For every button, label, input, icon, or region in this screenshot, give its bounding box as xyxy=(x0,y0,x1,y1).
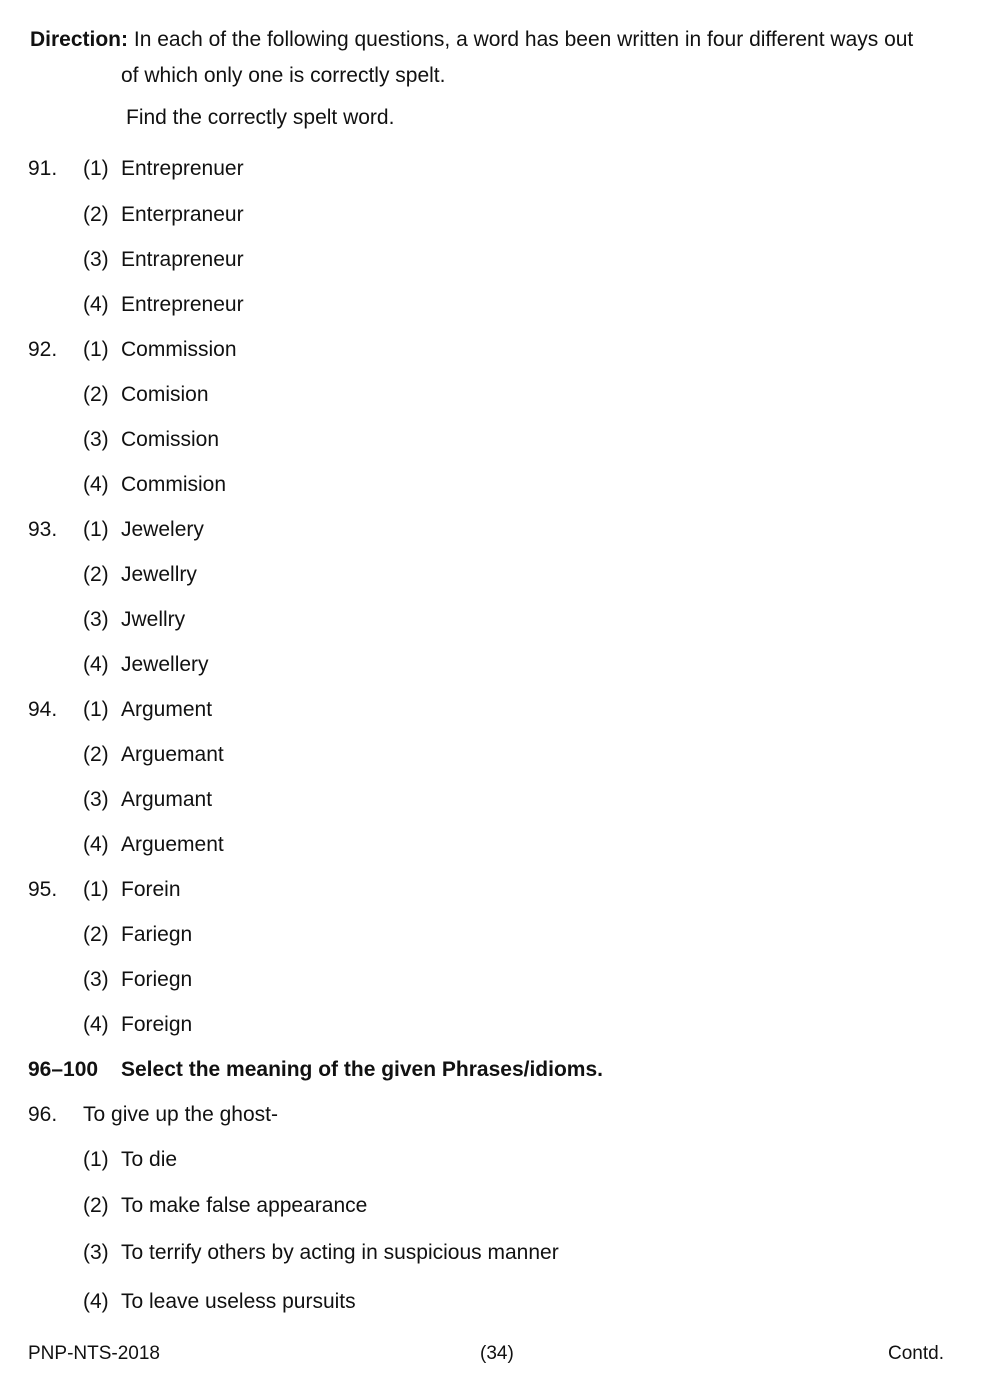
section-title: Select the meaning of the given Phrases/idioms. xyxy=(121,1058,603,1081)
option: (2) Enterpraneur xyxy=(83,203,244,226)
option: (2) Fariegn xyxy=(83,923,193,946)
direction-block xyxy=(30,22,965,94)
option: (4) Arguement xyxy=(83,833,224,856)
question-number: 93. xyxy=(28,518,58,541)
section-range: 96–100 xyxy=(28,1058,99,1081)
question-number: 95. xyxy=(28,878,58,901)
option: (1) To die xyxy=(83,1148,178,1171)
option: (1) Argument xyxy=(83,698,213,721)
option: (4) To leave useless pursuits xyxy=(83,1290,356,1313)
option: (1) Forein xyxy=(83,878,181,901)
option: (3) Entrapreneur xyxy=(83,248,244,271)
footer-code: PNP-NTS-2018 xyxy=(28,1343,160,1364)
option: (1) Entreprenuer xyxy=(83,157,244,180)
page-number: (34) xyxy=(480,1343,514,1364)
section-heading xyxy=(28,1058,603,1082)
option: (1) Jewelery xyxy=(83,518,204,541)
option: (3) Foriegn xyxy=(83,968,193,991)
option: (4) Commision xyxy=(83,473,227,496)
direction-text-line2: of which only one is correctly spelt. xyxy=(121,64,446,87)
option: (4) Entrepreneur xyxy=(83,293,244,316)
option: (4) Foreign xyxy=(83,1013,193,1036)
option: (2) Jewellry xyxy=(83,563,197,586)
question-number: 92. xyxy=(28,338,58,361)
question-stem: To give up the ghost- xyxy=(83,1103,278,1126)
option: (3) Argumant xyxy=(83,788,213,811)
option: (2) Arguemant xyxy=(83,743,224,766)
footer-contd: Contd. xyxy=(888,1343,944,1364)
question-number: 96. xyxy=(28,1103,58,1126)
option: (3) Comission xyxy=(83,428,220,451)
question-number: 94. xyxy=(28,698,58,721)
question-number: 91. xyxy=(28,157,58,180)
option: (3) Jwellry xyxy=(83,608,186,631)
option: (3) To terrify others by acting in suspicious manner xyxy=(83,1241,559,1264)
option: (4) Jewellery xyxy=(83,653,209,676)
direction-label: Direction: xyxy=(30,28,129,51)
instruction: Find the correctly spelt word. xyxy=(126,106,395,129)
option: (1) Commission xyxy=(83,338,237,361)
option: (2) Comision xyxy=(83,383,209,406)
direction-text-line1: In each of the following questions, a word has been written in four different ways out xyxy=(133,28,914,51)
option: (2) To make false appearance xyxy=(83,1194,368,1217)
